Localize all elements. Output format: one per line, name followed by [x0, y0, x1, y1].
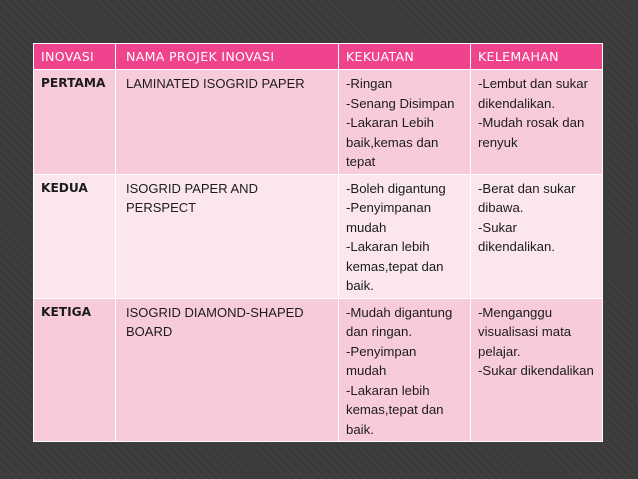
cell-line: -Menganggu — [478, 304, 553, 320]
cell-line: baik. — [346, 278, 374, 293]
cell-kelemahan — [471, 70, 603, 175]
cell-inovasi: KETIGA — [34, 298, 116, 442]
cell-line: -Penyimpan — [346, 343, 417, 359]
cell-kekuatan — [339, 298, 471, 442]
cell-line: -Lakaran Lebih — [346, 115, 434, 130]
cell-kelemahan — [471, 298, 603, 442]
cell-inovasi: PERTAMA — [34, 70, 116, 175]
cell-line: mudah — [346, 219, 387, 235]
cell-line: -Senang Disimpan — [346, 95, 455, 111]
cell-line: -Sukar dikendalikan — [478, 363, 594, 378]
cell-line: renyuk — [478, 134, 518, 150]
cell-line: -Ringan — [346, 76, 393, 91]
cell-line: BOARD — [126, 324, 173, 339]
table-row — [34, 298, 603, 442]
cell-line: dan ringan. — [346, 324, 412, 339]
innovation-table — [33, 43, 603, 442]
header-inovasi: INOVASI — [34, 44, 116, 70]
cell-projek — [116, 70, 339, 175]
cell-kekuatan — [339, 70, 471, 175]
cell-line: pelajar. — [478, 343, 521, 359]
cell-line: kemas,tepat dan — [346, 258, 444, 274]
table-row — [34, 70, 603, 175]
cell-line: -Boleh digantung — [346, 180, 446, 196]
cell-line: dibawa. — [478, 200, 524, 215]
cell-kelemahan — [471, 174, 603, 298]
innovation-table-container — [33, 43, 602, 437]
cell-line: -Penyimpanan — [346, 200, 432, 215]
cell-line: PERSPECT — [126, 200, 197, 215]
cell-projek — [116, 298, 339, 442]
header-nama-projek: NAMA PROJEK INOVASI — [116, 44, 339, 70]
cell-line: -Lembut dan sukar — [478, 76, 588, 91]
cell-line: mudah — [346, 363, 387, 378]
cell-line: ISOGRID PAPER AND — [126, 180, 258, 196]
header-kekuatan: KEKUATAN — [339, 44, 471, 70]
cell-line: kemas,tepat dan — [346, 402, 444, 417]
cell-line: tepat — [346, 154, 376, 169]
cell-line: -Lakaran lebih — [346, 239, 430, 254]
cell-inovasi: KEDUA — [34, 174, 116, 298]
cell-line: -Mudah digantung — [346, 304, 453, 320]
cell-line: ISOGRID DIAMOND-SHAPED — [126, 304, 304, 320]
table-row — [34, 174, 603, 298]
cell-line: LAMINATED ISOGRID PAPER — [126, 76, 305, 91]
cell-line: dikendalikan. — [478, 95, 555, 111]
cell-line: visualisasi mata — [478, 324, 572, 339]
table-header-row — [34, 44, 603, 70]
cell-line: -Lakaran lebih — [346, 382, 430, 398]
header-kelemahan: KELEMAHAN — [471, 44, 603, 70]
cell-line: dikendalikan. — [478, 239, 555, 254]
cell-line: -Sukar — [478, 219, 517, 235]
cell-line: -Berat dan sukar — [478, 180, 576, 196]
cell-line: -Mudah rosak dan — [478, 115, 585, 130]
cell-kekuatan — [339, 174, 471, 298]
cell-line: baik,kemas dan — [346, 134, 439, 150]
cell-line: baik. — [346, 421, 374, 437]
cell-projek — [116, 174, 339, 298]
